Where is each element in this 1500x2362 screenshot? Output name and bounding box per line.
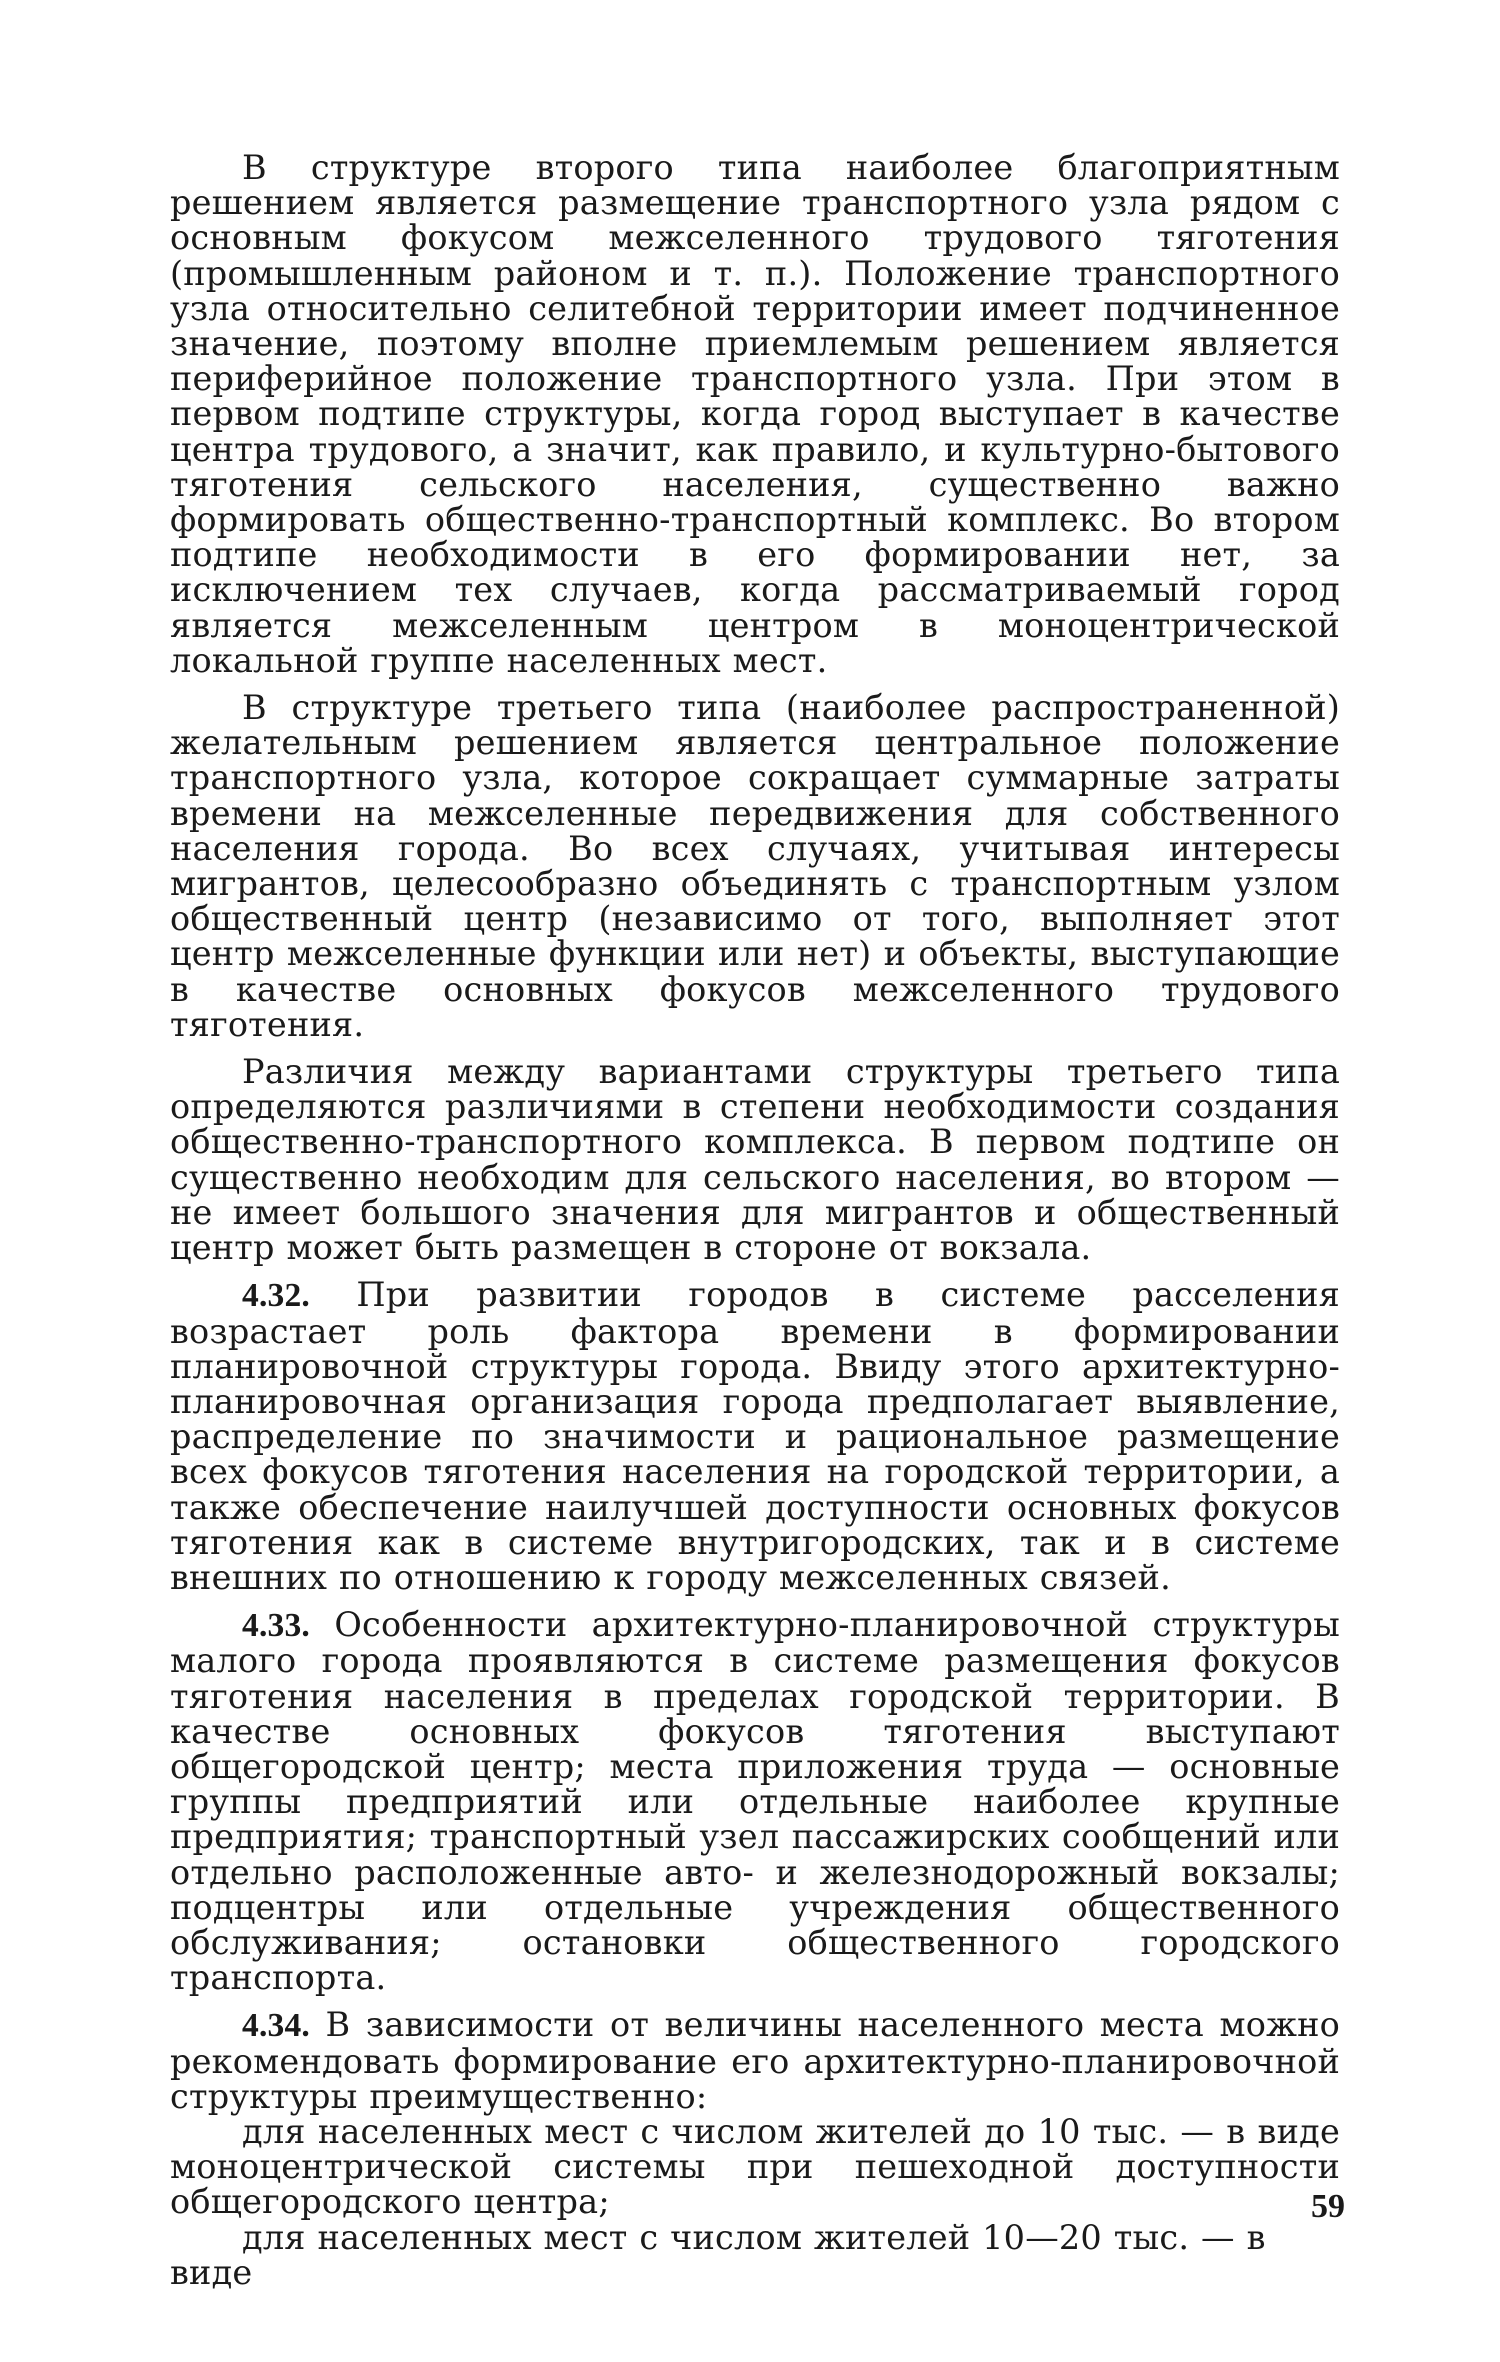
paragraph-4-32-text: При развитии городов в системе расселения возрастает роль фактора времени в формировании планировочной структуры города. Ввиду этого архитектурно-планировочная организация города предполагает выявление, распределение по значимости и рациональное размещение всех фокусов тяготения населения на городской территории, а также обеспечение наилучшей доступности основных фокусов тяготения как в системе внутригородских, так и в системе внешних по отношению к городу межселенных связей. (170, 1275, 1340, 1597)
page-number: 59 (1311, 2188, 1345, 2225)
paragraph-2 (170, 690, 1340, 1042)
paragraph-4-32 (170, 1277, 1340, 1595)
list-item-up-to-10k-text: для населенных мест с числом жителей до 10 тыс. — в виде моноцентрической системы при пешеходной доступности общегородского центра; (170, 2111, 1340, 2222)
paragraph-4-33-text: Особенности архитектурно-планировочной структуры малого города проявляются в системе размещения фокусов тяготения населения в пределах городской территории. В качестве основных фокусов тяготения выступают общегородской центр; места приложения труда — основные группы предприятий или отдельные наиболее крупные предприятия; транспортный узел пассажирских сообщений или отдельно расположенные авто- и железнодорожный вокзалы; подцентры или отдельные учреждения общественного обслуживания; остановки общественного городского транспорта. (170, 1605, 1340, 1998)
section-number-4-34: 4.34. (242, 2007, 310, 2045)
paragraph-4-33 (170, 1605, 1340, 1998)
paragraph-1-text: В структуре второго типа наиболее благоприятным решением является размещение транспортного узла рядом с основным фокусом межселенного трудового тяготения (промышленным районом и т. п.). Положение транспортного узла относительно селитебной территории имеет подчиненное значение, поэтому вполне приемлемым решением является периферийное положение транспортного узла. При этом в первом подтипе структуры, когда город выступает в качестве центра трудового, а значит, как правило, и культурно-бытового тяготения сельского населения, существенно важно формировать общественно-транспортный комплекс. Во втором подтипе необходимости в его формировании нет, за исключением тех случаев, когда рассматриваемый город является межселенным центром в моноцентрической локальной группе населенных мест. (170, 148, 1340, 680)
section-number-4-33: 4.33. (242, 1607, 310, 1645)
paragraph-4-34 (170, 2007, 1340, 2114)
list-item-up-to-10k (170, 2111, 1340, 2222)
paragraph-4-34-text: В зависимости от величины населенного места можно рекомендовать формирование его архитектурно-планировочной структуры преимущественно: (170, 2005, 1340, 2116)
paragraph-3 (170, 1052, 1340, 1268)
section-number-4-32: 4.32. (242, 1277, 310, 1315)
paragraph-3-text: Различия между вариантами структуры третьего типа определяются различиями в степени необходимости создания общественно-транспортного комплекса. В первом подтипе он существенно необходим для сельского населения, во втором — не имеет большого значения для мигрантов и общественный центр может быть размещен в стороне от вокзала. (170, 1052, 1340, 1268)
list-item-10-20k-text: для населенных мест с числом жителей 10—20 тыс. — в виде (170, 2217, 1266, 2292)
list-item-10-20k (170, 2217, 1340, 2292)
paragraph-1 (170, 150, 1340, 678)
page-body (170, 150, 1340, 2302)
paragraph-2-text: В структуре третьего типа (наиболее распространенной) желательным решением является центральное положение транспортного узла, которое сокращает суммарные затраты времени на межселенные передвижения для собственного населения города. Во всех случаях, учитывая интересы мигрантов, целесообразно объединять с транспортным узлом общественный центр (независимо от того, выполняет этот центр межселенные функции или нет) и объекты, выступающие в качестве основных фокусов межселенного трудового тяготения. (170, 688, 1340, 1044)
